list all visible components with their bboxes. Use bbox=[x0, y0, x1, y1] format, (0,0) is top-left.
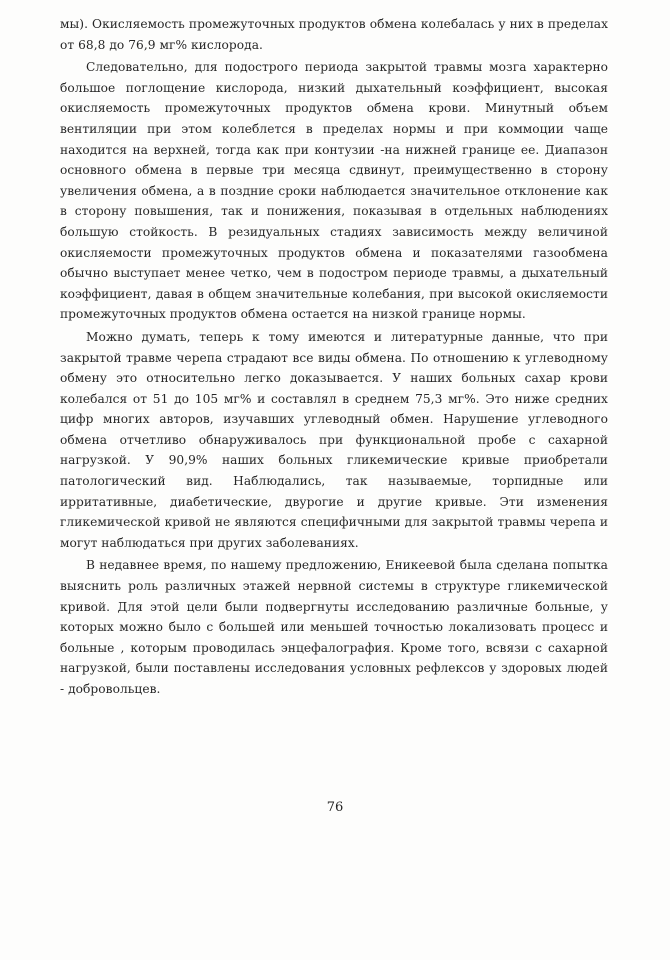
page-number: 76 bbox=[326, 800, 344, 815]
paragraph-3: Можно думать, теперь к тому имеются и литературные данные, что при закрытой травме черепа страдают все виды обмена. По отношению к углеводному обмену это относительно легко доказывается. У наших больных сахар крови колебался от 51 до 105 мг% и составлял в среднем 75,3 мг%. Это ниже средних цифр многих авторов, изучавших углеводный обмен. Нарушение углеводного обмена отчетливо обнаруживалось при функциональной пробе с сахарной нагрузкой. У 90,9% наших больных гликемические кривые приобретали патологический вид. Наблюдались, так называемые, торпидные или ирритативные, диабетические, двурогие и другие кривые. Эти изменения гликемической кривой не являются специфичными для закрытой травмы черепа и могут наблюдаться при других заболеваниях. bbox=[60, 329, 608, 550]
paragraph-4: В недавнее время, по нашему предложению, Еникеевой была сделана попытка выяснить роль различных этажей нервной системы в структуре гликемической кривой. Для этой цели были подвергнуты исследованию различные больные, у которых можно было с большей или меньшей точностью локализовать процесс и больные , которым проводилась энцефалография. Кроме того, всвязи с сахарной нагрузкой, были поставлены исследования условных рефлексов у здоровых людей - добровольцев. bbox=[60, 558, 608, 696]
paragraph-1: мы). Окисляемость промежуточных продуктов обмена колебалась у них в пределах от 68,8 до 76,9 мг% кислорода. bbox=[60, 17, 608, 52]
document-page bbox=[60, 14, 608, 700]
paragraph-2: Следовательно, для подострого периода закрытой травмы мозга характерно большое поглощение кислорода, низкий дыхательный коэффициент, высокая окисляемость промежуточных продуктов обмена крови. Минутный объем вентиляции при этом колеблется в пределах нормы и при коммоции чаще находится на верхней, тогда как при контузии -на нижней границе ее. Диапазон основного обмена в первые три месяца сдвинут, преимущественно в сторону увеличения обмена, а в поздние сроки наблюдается значительное отклонение как в сторону повышения, так и понижения, показывая в отдельных наблюдениях большую стойкость. В резидуальных стадиях зависимость между величиной окисляемости промежуточных продуктов обмена и показателями газообмена обычно выступает менее четко, чем в подостром периоде травмы, а дыхательный коэффициент, давая в общем значительные колебания, при высокой окисляемости промежуточных продуктов обмена остается на низкой границе нормы. bbox=[60, 60, 608, 322]
